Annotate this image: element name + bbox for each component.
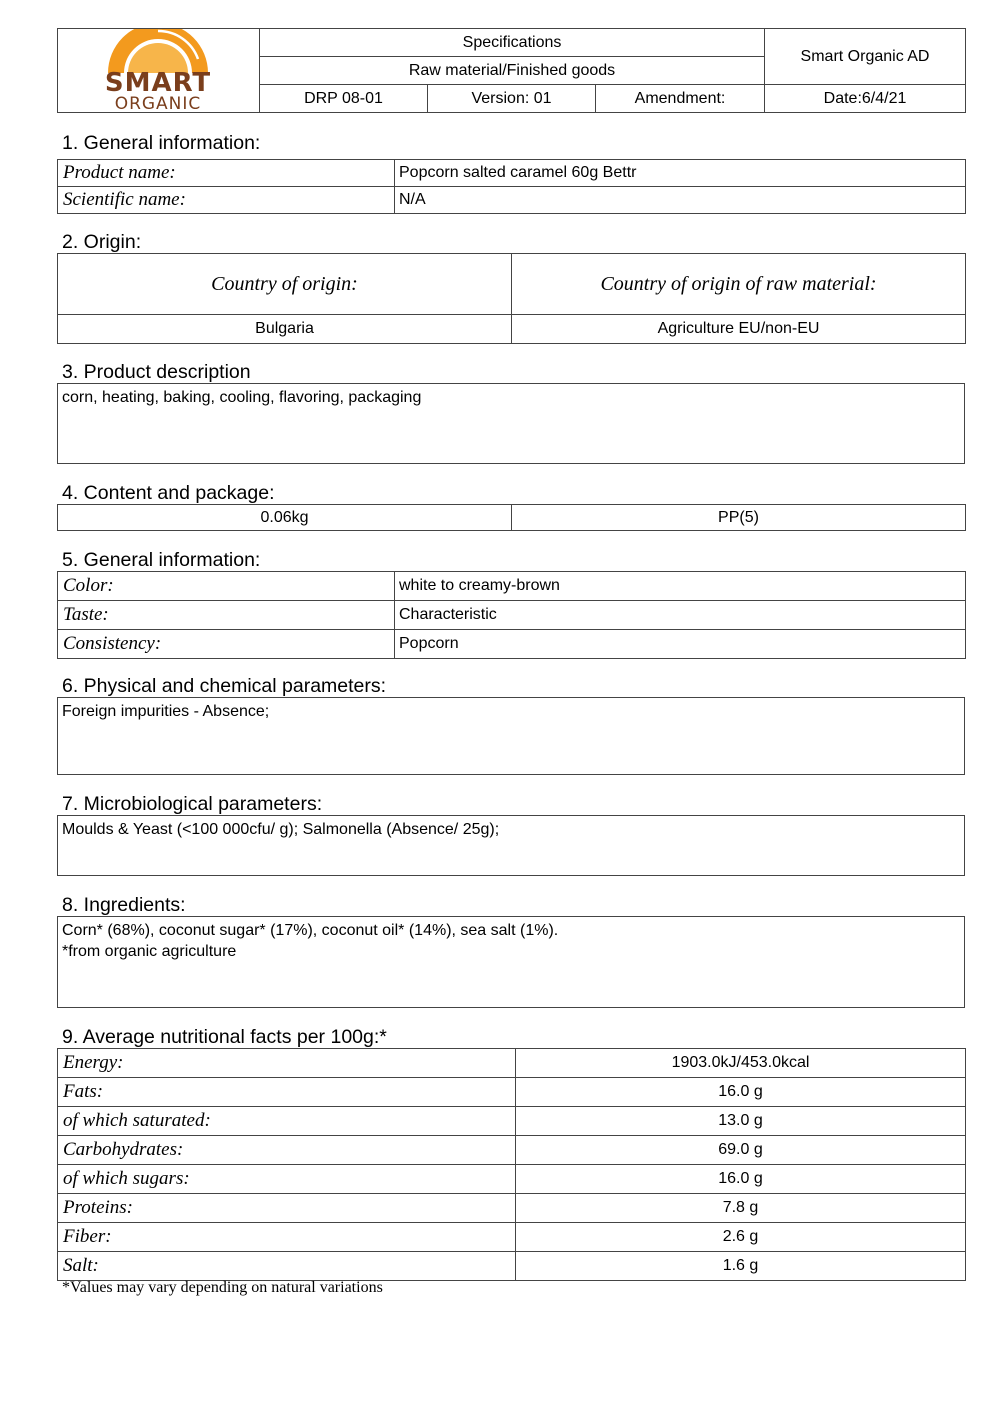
section-heading-general: 1. General information: (62, 132, 261, 154)
scientific-name-label: Scientific name: (58, 187, 395, 214)
product-name-label: Product name: (58, 160, 395, 187)
raw-origin-value: Agriculture EU/non-EU (512, 315, 966, 344)
scientific-name-value: N/A (395, 187, 966, 214)
product-name-value: Popcorn salted caramel 60g Bettr (395, 160, 966, 187)
nutrition-row (58, 1252, 966, 1281)
nutrition-row (58, 1049, 966, 1078)
nutrition-value: 69.0 g (516, 1136, 966, 1165)
section-heading-micro: 7. Microbiological parameters: (62, 793, 323, 815)
nutrition-value: 16.0 g (516, 1078, 966, 1107)
physical-parameters-text: Foreign impurities - Absence; (57, 697, 965, 775)
section-heading-origin: 2. Origin: (62, 231, 142, 253)
nutrition-row (58, 1107, 966, 1136)
package-table (57, 504, 966, 531)
package-content-value: 0.06kg (58, 505, 512, 531)
logo-text-smart: SMART (104, 68, 212, 98)
origin-table (57, 253, 966, 344)
ingredients-organic-note: *from organic agriculture (62, 943, 237, 960)
consistency-label: Consistency: (58, 630, 395, 659)
nutrition-value: 7.8 g (516, 1194, 966, 1223)
section-heading-package: 4. Content and package: (62, 482, 275, 504)
ingredients-box (57, 916, 965, 1008)
nutrition-row (58, 1078, 966, 1107)
document-header (57, 28, 966, 113)
doc-version: Version: 01 (428, 85, 596, 113)
product-description-text: corn, heating, baking, cooling, flavoring, packaging (57, 383, 965, 464)
micro-parameters-text: Moulds & Yeast (<100 000cfu/ g); Salmonella (Absence/ 25g); (57, 815, 965, 876)
taste-value: Characteristic (395, 601, 966, 630)
color-value: white to creamy-brown (395, 572, 966, 601)
nutrition-label: Carbohydrates: (58, 1136, 516, 1165)
ingredients-list: Corn* (68%), coconut sugar* (17%), coconut oil* (14%), sea salt (1%). (62, 922, 559, 939)
logo-text-organic: ORGANIC (114, 94, 202, 113)
spec-title: Specifications (260, 29, 765, 57)
nutrition-row (58, 1223, 966, 1252)
nutrition-label: Fats: (58, 1078, 516, 1107)
company-name: Smart Organic AD (765, 29, 966, 85)
spec-subtitle: Raw material/Finished goods (260, 57, 765, 85)
section-heading-general-2: 5. General information: (62, 549, 261, 571)
country-origin-label: Country of origin: (58, 254, 512, 315)
section-heading-description: 3. Product description (62, 361, 251, 383)
consistency-value: Popcorn (395, 630, 966, 659)
nutrition-value: 1.6 g (516, 1252, 966, 1281)
nutrition-row (58, 1165, 966, 1194)
sensory-table (57, 571, 966, 659)
package-material-value: PP(5) (512, 505, 966, 531)
nutrition-label: Proteins: (58, 1194, 516, 1223)
doc-amendment: Amendment: (596, 85, 765, 113)
section-heading-ingredients: 8. Ingredients: (62, 894, 186, 916)
nutrition-row (58, 1136, 966, 1165)
doc-code: DRP 08-01 (260, 85, 428, 113)
nutrition-table (57, 1048, 966, 1281)
taste-label: Taste: (58, 601, 395, 630)
color-label: Color: (58, 572, 395, 601)
nutrition-value: 13.0 g (516, 1107, 966, 1136)
section-heading-physical: 6. Physical and chemical parameters: (62, 675, 387, 697)
nutrition-label: of which sugars: (58, 1165, 516, 1194)
general-info-table (57, 159, 966, 214)
nutrition-value: 1903.0kJ/453.0kcal (516, 1049, 966, 1078)
nutrition-value: 2.6 g (516, 1223, 966, 1252)
country-origin-value: Bulgaria (58, 315, 512, 344)
nutrition-label: Fiber: (58, 1223, 516, 1252)
logo-cell (58, 29, 260, 113)
raw-origin-label: Country of origin of raw material: (512, 254, 966, 315)
doc-date: Date:6/4/21 (765, 85, 966, 113)
nutrition-value: 16.0 g (516, 1165, 966, 1194)
nutrition-footnote: *Values may vary depending on natural variations (62, 1279, 383, 1296)
section-heading-nutrition: 9. Average nutritional facts per 100g:* (62, 1026, 387, 1048)
nutrition-label: of which saturated: (58, 1107, 516, 1136)
nutrition-row (58, 1194, 966, 1223)
nutrition-label: Salt: (58, 1252, 516, 1281)
nutrition-label: Energy: (58, 1049, 516, 1078)
